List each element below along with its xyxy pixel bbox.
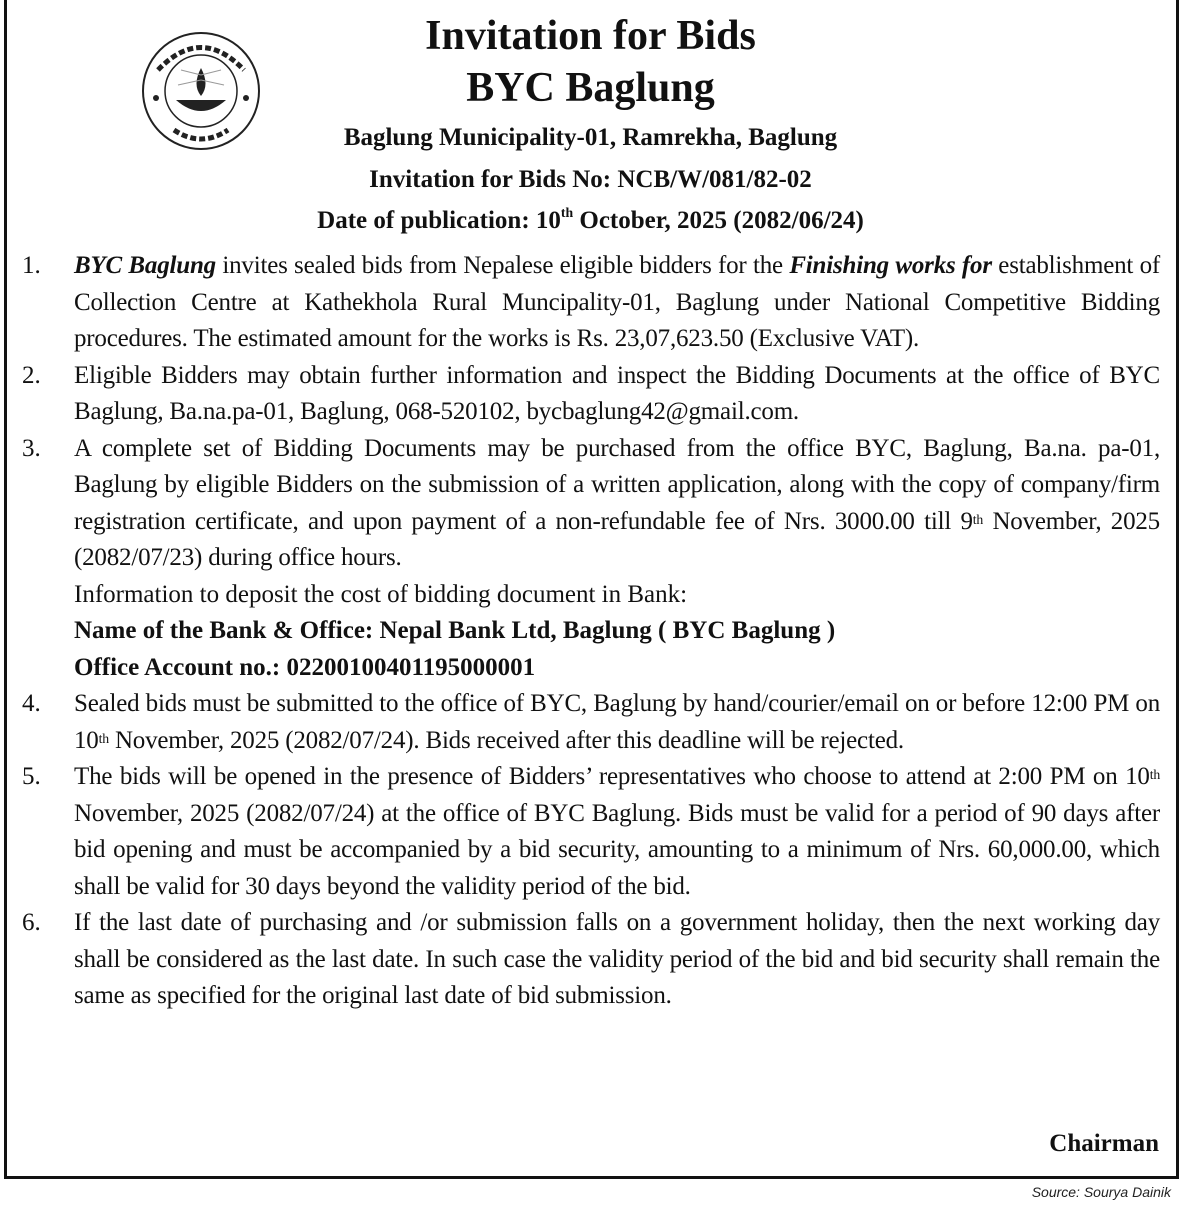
bank-name: Name of the Bank & Office: Nepal Bank Ltd, Baglung ( BYC Baglung ): [74, 617, 836, 644]
organization-name: BYC Baglung: [466, 65, 715, 111]
bank-info-label: Information to deposit the cost of bidding document in Bank:: [74, 580, 688, 608]
list-item: 1. BYC Baglung invites sealed bids from Nepalese eligible bidders for the Finishing works for establishment of Collection Centre at Kathekhola Rural Muncipality-01, Baglung under National Competitive Bidding procedures. The estimated amount for the works is Rs. 23,07,623.50 (Exclusive VAT).: [22, 252, 1161, 352]
bid-number: Invitation for Bids No: NCB/W/081/82-02: [369, 166, 812, 193]
bid-terms-list: [22, 248, 1160, 1015]
list-item: 4. Sealed bids must be submitted to the office of BYC, Baglung by hand/courier/email on or before 12:00 PM on 10th November, 2025 (2082/07/24). Bids received after this deadline will be rejected.: [22, 690, 1160, 754]
list-item: 3. A complete set of Bidding Documents may be purchased from the office BYC, Baglung, Ba.na. pa-01, Baglung by eligible Bidders on the submission of a written application, along with the copy of company/firm registration certificate, and upon payment of a non-refundable fee of Nrs. 3000.00 till 9th November, 2025 (2082/07/23) during office hours.: [22, 434, 1160, 571]
address: Baglung Municipality-01, Ramrekha, Baglung: [343, 124, 838, 151]
account-number: Office Account no.: 02200100401195000001: [74, 653, 536, 681]
list-item: 5. The bids will be opened in the presence of Bidders’ representatives who choose to attend at 2:00 PM on 10th November, 2025 (2082/07/24) at the office of BYC Baglung. Bids must be valid for a period of 90 days after bid opening and must be accompanied by a bid security, amounting to a minimum of Nrs. 60,000.00, which shall be valid for 30 days beyond the validity period of the bid.: [22, 763, 1160, 900]
publication-date: Date of publication: 10th October, 2025 (2082/06/24): [317, 205, 864, 234]
list-item: 2. Eligible Bidders may obtain further information and inspect the Bidding Documents at the office of BYC Baglung, Ba.na.pa-01, Baglung, 068-520102, bycbaglung42@gmail.com.: [22, 361, 1160, 425]
notice-title: Invitation for Bids: [425, 13, 756, 59]
signatory: Chairman: [1049, 1130, 1159, 1157]
source-credit: Source: Sourya Dainik: [1031, 1184, 1171, 1200]
list-item: 6. If the last date of purchasing and /or submission falls on a government holiday, then the next working day shall be considered as the last date. In such case the validity period of the bid and bid security shall remain the same as specified for the original last date of bid submission.: [22, 909, 1160, 1009]
